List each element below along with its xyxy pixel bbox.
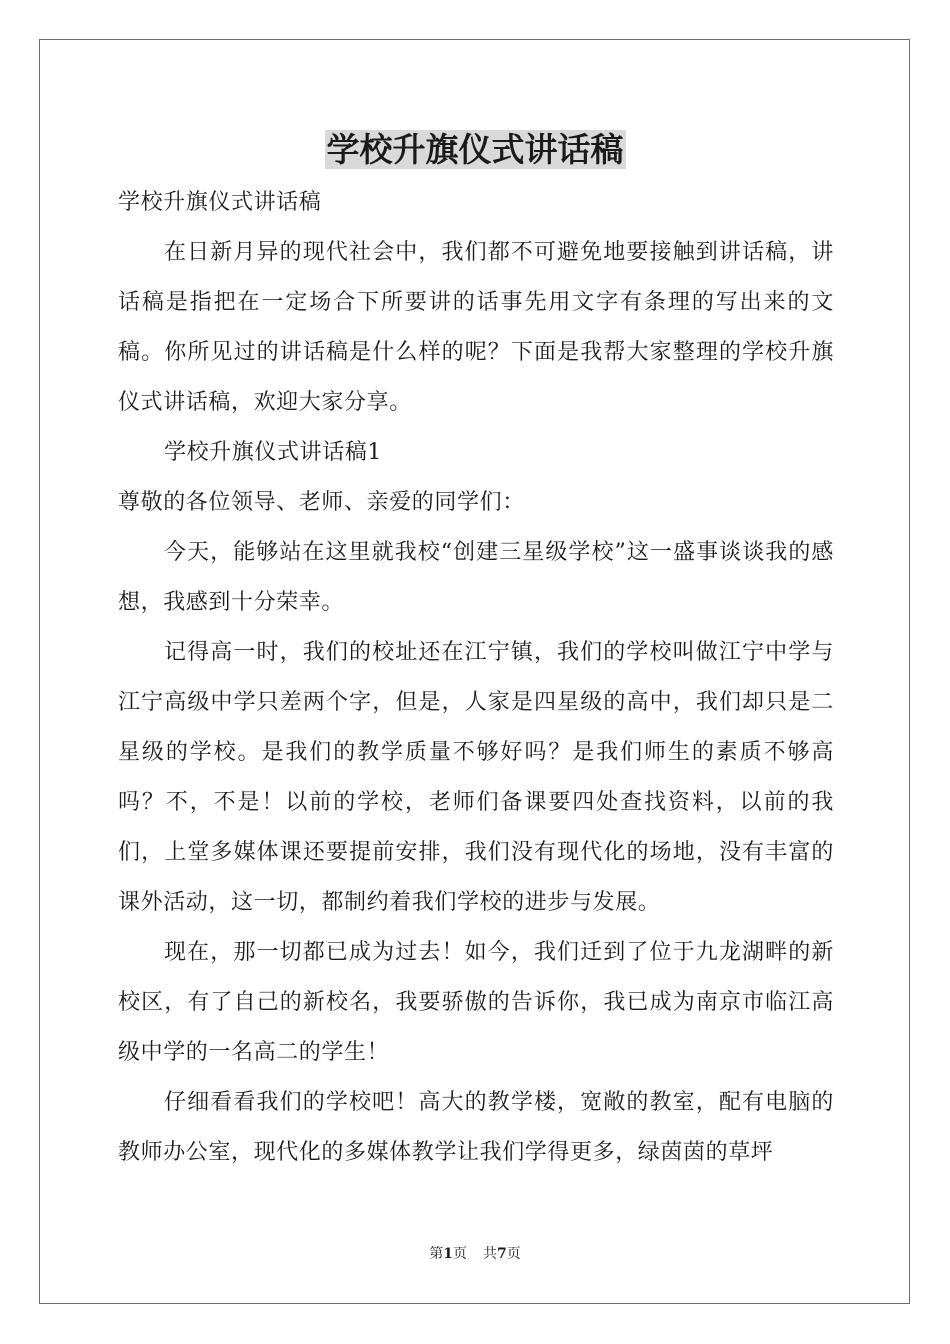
paragraph-memory: 记得高一时，我们的校址还在江宁镇，我们的学校叫做江宁中学与江宁高级中学只差两个字，但是，人家是四星级的高中，我们却只是二星级的学校。是我们的教学质量不够好吗？是我们师生的素质不够高吗？不，不是！以前的学校，老师们备课要四处查找资料，以前的我们，上堂多媒体课还要提前安排，我们没有现代化的场地，没有丰富的课外活动，这一切，都制约着我们学校的进步与发展。 <box>118 640 834 915</box>
paragraph-present: 现在，那一切都已成为过去！如今，我们迁到了位于九龙湖畔的新校区，有了自己的新校名，我要骄傲的告诉你，我已成为南京市临江高级中学的一名高二的学生！ <box>118 940 834 1065</box>
paragraph-section-heading: 学校升旗仪式讲话稿1 <box>164 440 382 465</box>
paragraph-campus: 仔细看看我们的学校吧！高大的教学楼，宽敞的教室，配有电脑的教师办公室，现代化的多媒体教学让我们学得更多，绿茵茵的草坪 <box>118 1090 834 1165</box>
document-title-text: 学校升旗仪式讲话稿 <box>326 130 624 169</box>
footer-total-suffix: 页 <box>506 1246 521 1262</box>
paragraph-intro: 在日新月异的现代社会中，我们都不可避免地要接触到讲话稿，讲话稿是指把在一定场合下所要讲的话事先用文字有条理的写出来的文稿。你所见过的讲话稿是什么样的呢？下面是我帮大家整理的学校升旗仪式讲话稿，欢迎大家分享。 <box>118 240 834 415</box>
paragraph-subtitle: 学校升旗仪式讲话稿 <box>118 190 322 215</box>
footer-total-prefix: 共 <box>483 1246 497 1262</box>
footer-page-prefix: 第 <box>429 1246 444 1262</box>
paragraph-opening: 今天，能够站在这里就我校“创建三星级学校”这一盛事谈谈我的感想，我感到十分荣幸。 <box>118 540 834 615</box>
document-body <box>118 178 834 1178</box>
footer-page-suffix: 页 <box>453 1246 467 1262</box>
page-footer <box>0 1244 950 1264</box>
document-title <box>0 125 950 175</box>
footer-page-current: 1 <box>443 1246 453 1262</box>
paragraph-salutation: 尊敬的各位领导、老师、亲爱的同学们： <box>118 490 525 515</box>
footer-page-total: 7 <box>497 1246 507 1262</box>
